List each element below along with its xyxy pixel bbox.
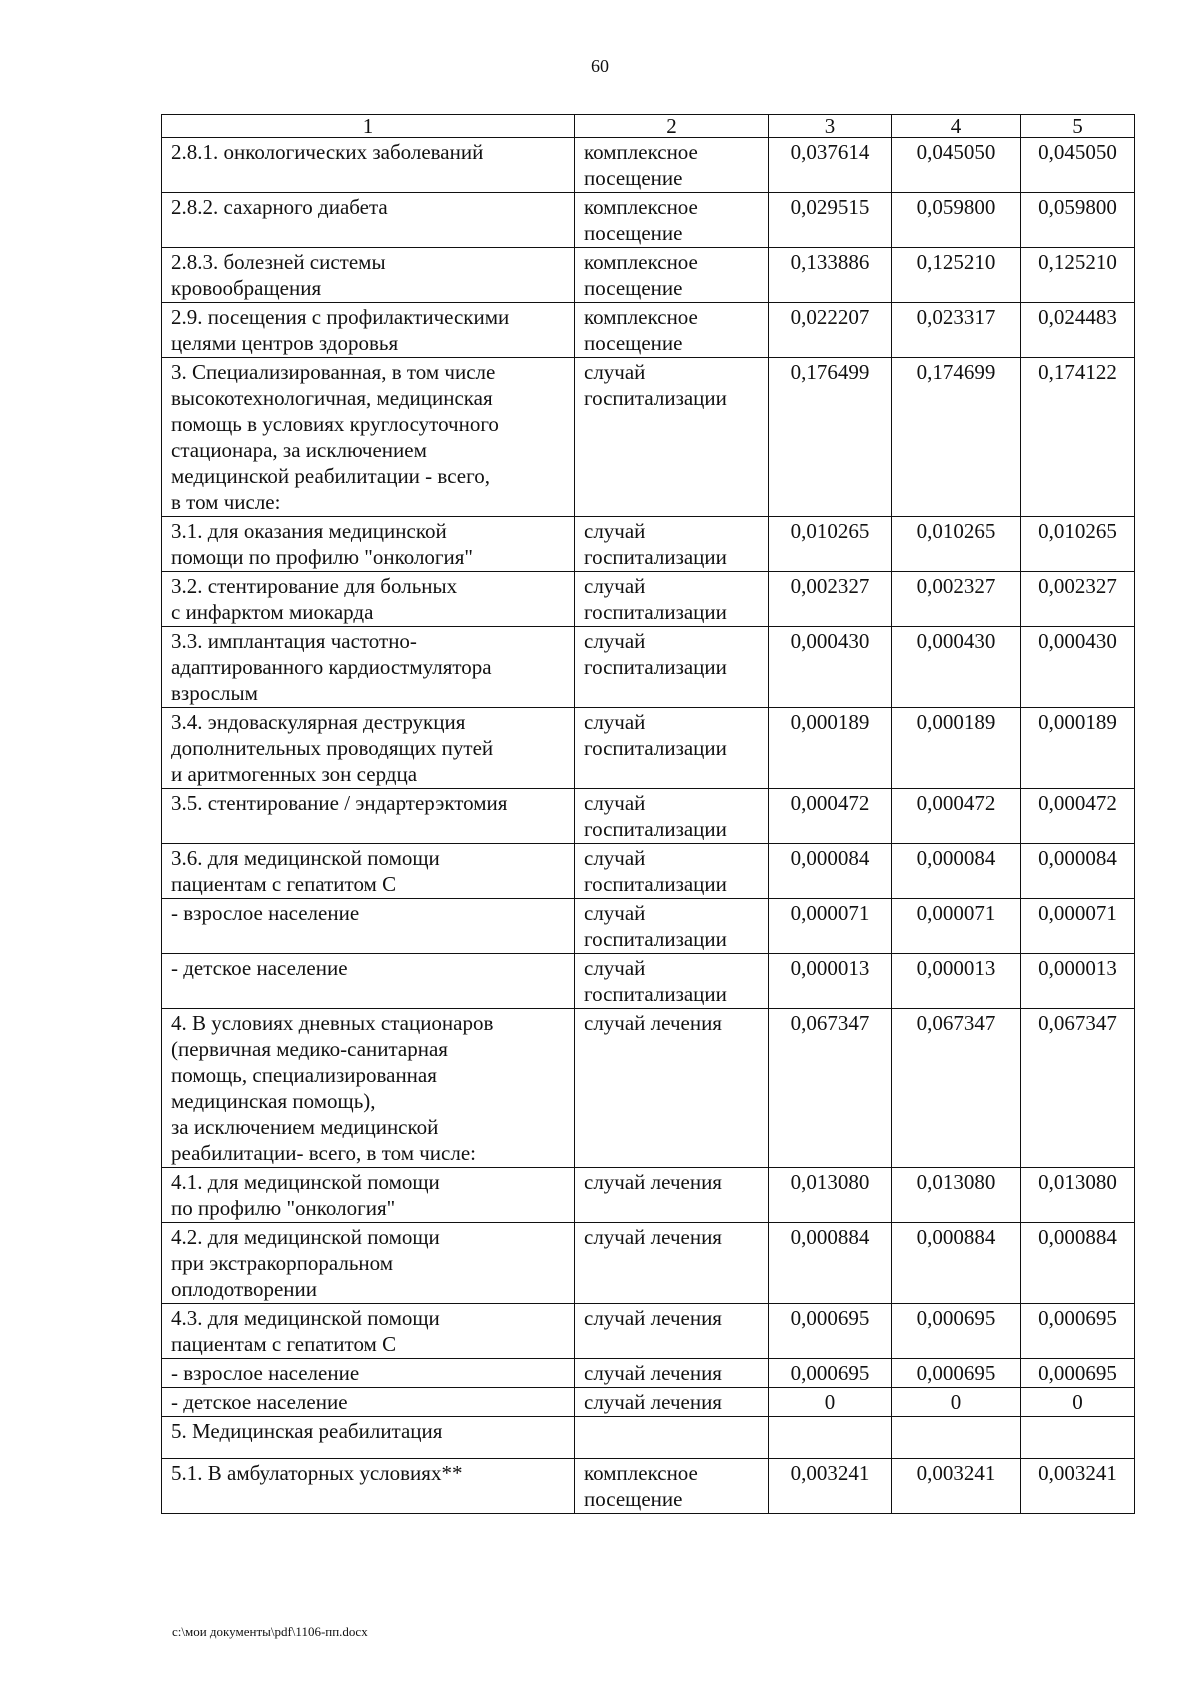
cell-indicator: 2.8.1. онкологических заболеваний <box>162 138 575 193</box>
cell-value-col3: 0,010265 <box>769 517 892 572</box>
cell-value-col5: 0,000884 <box>1021 1223 1135 1304</box>
cell-value-col5: 0,000084 <box>1021 844 1135 899</box>
table-row <box>162 789 1135 844</box>
cell-value-col4: 0 <box>892 1388 1021 1417</box>
cell-value-col3 <box>769 1417 892 1459</box>
cell-value-col3: 0,022207 <box>769 303 892 358</box>
table-row <box>162 1417 1135 1459</box>
cell-indicator: 3.5. стентирование / эндартерэктомия <box>162 789 575 844</box>
header-cell-5: 5 <box>1021 115 1135 138</box>
cell-unit: случай госпитализации <box>575 899 769 954</box>
cell-value-col3: 0,000084 <box>769 844 892 899</box>
cell-value-col4: 0,023317 <box>892 303 1021 358</box>
cell-value-col5: 0,045050 <box>1021 138 1135 193</box>
table-row <box>162 193 1135 248</box>
cell-unit: случай лечения <box>575 1009 769 1168</box>
table-row <box>162 1459 1135 1514</box>
table-row <box>162 303 1135 358</box>
header-cell-2: 2 <box>575 115 769 138</box>
cell-value-col5: 0,125210 <box>1021 248 1135 303</box>
cell-unit: случай госпитализации <box>575 627 769 708</box>
table-row <box>162 1168 1135 1223</box>
table-row <box>162 844 1135 899</box>
cell-value-col4: 0,059800 <box>892 193 1021 248</box>
table-row <box>162 899 1135 954</box>
cell-value-col3: 0,003241 <box>769 1459 892 1514</box>
cell-value-col3: 0,000472 <box>769 789 892 844</box>
cell-indicator: - взрослое население <box>162 1359 575 1388</box>
table-header-row <box>162 115 1135 138</box>
cell-unit: случай госпитализации <box>575 954 769 1009</box>
cell-value-col4: 0,003241 <box>892 1459 1021 1514</box>
cell-value-col3: 0,000189 <box>769 708 892 789</box>
cell-indicator: 5. Медицинская реабилитация <box>162 1417 575 1459</box>
table-body <box>162 115 1135 1514</box>
cell-value-col5: 0 <box>1021 1388 1135 1417</box>
cell-value-col3: 0,067347 <box>769 1009 892 1168</box>
cell-indicator: 4.1. для медицинской помощи по профилю "онкология" <box>162 1168 575 1223</box>
cell-value-col4: 0,000013 <box>892 954 1021 1009</box>
cell-value-col3: 0,037614 <box>769 138 892 193</box>
cell-unit <box>575 1417 769 1459</box>
cell-indicator: 3.1. для оказания медицинской помощи по профилю "онкология" <box>162 517 575 572</box>
cell-value-col5: 0,010265 <box>1021 517 1135 572</box>
cell-unit: комплексное посещение <box>575 193 769 248</box>
page-number: 60 <box>591 56 609 76</box>
cell-value-col4: 0,010265 <box>892 517 1021 572</box>
cell-indicator: 4.2. для медицинской помощи при экстракорпоральном оплодотворении <box>162 1223 575 1304</box>
table-row <box>162 708 1135 789</box>
cell-indicator: 4. В условиях дневных стационаров (первичная медико-санитарная помощь, специализированная медицинская помощь), за исключением медицинской реабилитации- всего, в том числе: <box>162 1009 575 1168</box>
footer-file-path: c:\мои документы\pdf\1106-пп.docx <box>172 1624 368 1639</box>
cell-value-col5: 0,003241 <box>1021 1459 1135 1514</box>
cell-value-col5: 0,000189 <box>1021 708 1135 789</box>
cell-value-col5 <box>1021 1417 1135 1459</box>
table-row <box>162 572 1135 627</box>
table-row <box>162 1223 1135 1304</box>
cell-value-col3: 0,176499 <box>769 358 892 517</box>
cell-indicator: 3.6. для медицинской помощи пациентам с гепатитом С <box>162 844 575 899</box>
cell-value-col4: 0,045050 <box>892 138 1021 193</box>
cell-value-col3: 0,000013 <box>769 954 892 1009</box>
cell-indicator: 2.8.3. болезней системы кровообращения <box>162 248 575 303</box>
cell-value-col3: 0,000430 <box>769 627 892 708</box>
cell-unit: случай лечения <box>575 1359 769 1388</box>
cell-value-col5: 0,002327 <box>1021 572 1135 627</box>
cell-value-col3: 0,000695 <box>769 1304 892 1359</box>
cell-unit: случай госпитализации <box>575 708 769 789</box>
cell-unit: случай госпитализации <box>575 517 769 572</box>
cell-unit: случай госпитализации <box>575 358 769 517</box>
table-row <box>162 1009 1135 1168</box>
cell-value-col5: 0,059800 <box>1021 193 1135 248</box>
cell-value-col3: 0,000071 <box>769 899 892 954</box>
cell-value-col5: 0,024483 <box>1021 303 1135 358</box>
cell-value-col5: 0,000472 <box>1021 789 1135 844</box>
cell-value-col4: 0,067347 <box>892 1009 1021 1168</box>
cell-value-col5: 0,000071 <box>1021 899 1135 954</box>
cell-indicator: 3.4. эндоваскулярная деструкция дополнительных проводящих путей и аритмогенных зон сердца <box>162 708 575 789</box>
cell-indicator: - детское население <box>162 1388 575 1417</box>
cell-unit: случай госпитализации <box>575 572 769 627</box>
cell-value-col4: 0,000695 <box>892 1359 1021 1388</box>
table-row <box>162 358 1135 517</box>
cell-value-col5: 0,174122 <box>1021 358 1135 517</box>
cell-unit: случай лечения <box>575 1388 769 1417</box>
cell-indicator: 3. Специализированная, в том числе высокотехнологичная, медицинская помощь в условиях круглосуточного стационара, за исключением медицинской реабилитации - всего, в том числе: <box>162 358 575 517</box>
header-cell-3: 3 <box>769 115 892 138</box>
cell-value-col5: 0,000695 <box>1021 1359 1135 1388</box>
cell-unit: случай лечения <box>575 1223 769 1304</box>
cell-value-col4: 0,000430 <box>892 627 1021 708</box>
table-row <box>162 248 1135 303</box>
table-row <box>162 138 1135 193</box>
cell-unit: случай госпитализации <box>575 844 769 899</box>
cell-unit: комплексное посещение <box>575 248 769 303</box>
cell-value-col4: 0,013080 <box>892 1168 1021 1223</box>
cell-indicator: 4.3. для медицинской помощи пациентам с гепатитом С <box>162 1304 575 1359</box>
table-row <box>162 1359 1135 1388</box>
cell-value-col5: 0,013080 <box>1021 1168 1135 1223</box>
cell-value-col4: 0,000189 <box>892 708 1021 789</box>
cell-indicator: 2.8.2. сахарного диабета <box>162 193 575 248</box>
cell-indicator: - взрослое население <box>162 899 575 954</box>
cell-indicator: - детское население <box>162 954 575 1009</box>
cell-indicator: 3.2. стентирование для больных с инфарктом миокарда <box>162 572 575 627</box>
cell-indicator: 3.3. имплантация частотно- адаптированного кардиостмулятора взрослым <box>162 627 575 708</box>
data-table <box>161 114 1135 1514</box>
cell-unit: случай госпитализации <box>575 789 769 844</box>
cell-value-col4 <box>892 1417 1021 1459</box>
table-row <box>162 627 1135 708</box>
cell-value-col4: 0,174699 <box>892 358 1021 517</box>
cell-value-col4: 0,000884 <box>892 1223 1021 1304</box>
cell-value-col4: 0,125210 <box>892 248 1021 303</box>
cell-value-col3: 0,029515 <box>769 193 892 248</box>
cell-value-col5: 0,000430 <box>1021 627 1135 708</box>
table-row <box>162 954 1135 1009</box>
table-row <box>162 1304 1135 1359</box>
cell-value-col4: 0,000071 <box>892 899 1021 954</box>
cell-unit: комплексное посещение <box>575 303 769 358</box>
cell-value-col3: 0,013080 <box>769 1168 892 1223</box>
cell-unit: комплексное посещение <box>575 1459 769 1514</box>
table-row <box>162 517 1135 572</box>
header-cell-1: 1 <box>162 115 575 138</box>
cell-value-col3: 0,000695 <box>769 1359 892 1388</box>
cell-indicator: 2.9. посещения с профилактическими целями центров здоровья <box>162 303 575 358</box>
cell-unit: случай лечения <box>575 1168 769 1223</box>
cell-value-col4: 0,000472 <box>892 789 1021 844</box>
cell-value-col5: 0,067347 <box>1021 1009 1135 1168</box>
cell-unit: комплексное посещение <box>575 138 769 193</box>
cell-value-col5: 0,000013 <box>1021 954 1135 1009</box>
cell-value-col4: 0,000084 <box>892 844 1021 899</box>
cell-value-col3: 0,002327 <box>769 572 892 627</box>
cell-value-col4: 0,002327 <box>892 572 1021 627</box>
cell-value-col3: 0,133886 <box>769 248 892 303</box>
cell-unit: случай лечения <box>575 1304 769 1359</box>
header-cell-4: 4 <box>892 115 1021 138</box>
cell-value-col5: 0,000695 <box>1021 1304 1135 1359</box>
cell-value-col3: 0,000884 <box>769 1223 892 1304</box>
cell-value-col3: 0 <box>769 1388 892 1417</box>
table-row <box>162 1388 1135 1417</box>
cell-indicator: 5.1. В амбулаторных условиях** <box>162 1459 575 1514</box>
cell-value-col4: 0,000695 <box>892 1304 1021 1359</box>
